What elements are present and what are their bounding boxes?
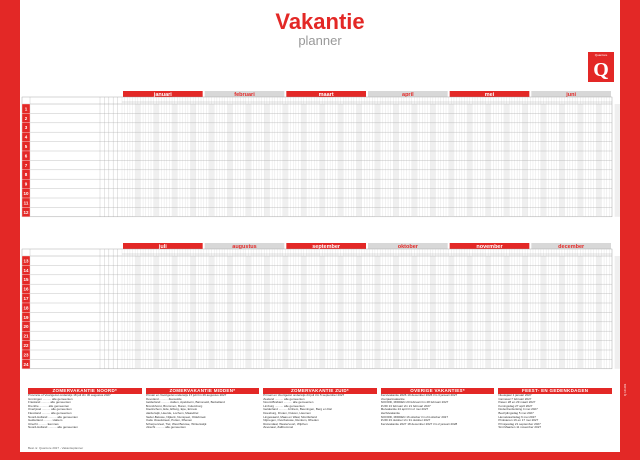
row-number: 1 xyxy=(24,106,28,112)
info-line: Noord-Holland .......... alle gemeenten xyxy=(28,426,78,430)
row-number: 9 xyxy=(24,181,28,187)
info-box-title: OVERIGE VAKANTIES* xyxy=(381,388,495,394)
row-number: 4 xyxy=(24,134,28,140)
row-number: 17 xyxy=(23,295,29,301)
info-line: Neder-Betuwe, Nijkerk, Nunspeet, Oldebroek xyxy=(145,415,206,419)
info-line: Utrecht .......... alle gemeenten xyxy=(145,426,186,430)
info-line: Gelderland .......... Aalten, Apeldoorn, Barneveld, Berkelland xyxy=(145,401,225,405)
month-label: februari xyxy=(234,91,255,98)
info-line: Dodenherdenking 4 mei 2027 xyxy=(498,408,538,412)
info-line: Nieuwjaar 1 januari 2027 xyxy=(498,394,532,397)
row-number: 22 xyxy=(23,342,29,348)
row-number: 11 xyxy=(23,200,29,206)
month-label: januari xyxy=(153,91,172,98)
info-line: Zeeland .......... alle gemeenten xyxy=(263,397,305,401)
row-number: 15 xyxy=(23,277,29,283)
side-code: Q 10 201 xyxy=(623,383,627,396)
info-line: Meivakantie 24 april t/m 2 mei 2027 xyxy=(380,408,429,412)
row-number: 6 xyxy=(24,153,28,159)
info-line: Friesland .......... alle gemeenten xyxy=(28,401,71,405)
info-line: Pinksteren 16 en 17 mei 2027 xyxy=(498,419,539,423)
info-line: Provincie of Voortgezet onderwijs 18 juli t/m 30 augustus 2027 xyxy=(28,394,111,397)
month-label: september xyxy=(312,243,341,250)
info-line: Primair en Voortgezet onderwijs 24 juli t/m 5 september 2027 xyxy=(263,394,345,397)
info-line: Gelderland .......... Hattem xyxy=(28,419,63,423)
info-line: ZUID 13 februari t/m 21 februari 2027 xyxy=(380,404,431,408)
info-box xyxy=(381,388,495,444)
info-line: Herfstvakantie xyxy=(380,411,400,415)
info-line: Hemelvaartsdag 6 mei 2027 xyxy=(498,415,536,419)
page-subtitle: planner xyxy=(298,33,342,48)
calendar-top xyxy=(22,91,620,217)
info-line: Drenthe .......... alle gemeenten xyxy=(28,404,70,408)
month-label: maart xyxy=(318,91,334,98)
row-number: 24 xyxy=(23,361,29,367)
info-box xyxy=(146,388,260,444)
info-line: Nijmegen, Overbetuwe, Renkum, Rheden xyxy=(263,419,319,423)
info-line: Carnaval 7 februari 2027 xyxy=(498,397,532,401)
info-line: Pasen 28 en 29 maart 2027 xyxy=(498,401,536,405)
row-number: 7 xyxy=(24,162,28,168)
info-line: Noord-Holland .......... alle gemeenten xyxy=(28,415,78,419)
info-line: Utrecht .......... Eemnes xyxy=(28,422,59,426)
info-line: Harderwijk, Heerde, Lochem, Maasdriel xyxy=(145,411,199,415)
info-line: Overijssel .......... alle gemeenten xyxy=(28,408,72,412)
month-label: mei xyxy=(484,91,495,98)
month-label: oktober xyxy=(397,243,418,250)
info-line: Primair en Voortgezet onderwijs 17 juli t/m 29 augustus 2027 xyxy=(145,394,227,397)
info-line: Sint Maarten 11 november 2027 xyxy=(498,426,542,430)
row-number: 13 xyxy=(23,258,29,264)
info-line: Noord-Brabant .......... alle gemeenten xyxy=(263,401,314,405)
row-number: 10 xyxy=(23,190,29,196)
row-number: 8 xyxy=(24,172,28,178)
info-box xyxy=(498,388,612,444)
row-number: 23 xyxy=(23,352,29,358)
info-box-title: ZOMERVAKANTIE MIDDEN* xyxy=(146,388,260,394)
footer-text: Best.nr. Quantore 2027 - Vakantieplanner xyxy=(28,446,84,450)
row-number: 14 xyxy=(23,267,29,273)
page-title: Vakantie xyxy=(275,9,365,34)
info-line: NOORD, MIDDEN 16 oktober t/m 24 oktober 2027 xyxy=(380,415,448,419)
row-number: 5 xyxy=(24,143,28,149)
month-label: juli xyxy=(158,243,167,250)
info-line: NOORD, MIDDEN 20 februari t/m 28 februari 2027 xyxy=(380,401,449,405)
info-line: Flevoland .......... alle gemeenten xyxy=(28,411,72,415)
row-number: 2 xyxy=(24,115,28,121)
row-number: 19 xyxy=(23,314,29,320)
month-label: november xyxy=(476,243,503,250)
info-line: Zevenaar, Zaltbommel xyxy=(263,426,294,430)
row-number: 12 xyxy=(23,209,29,215)
info-box-title: FEEST- EN GEDENKDAGEN xyxy=(498,388,612,394)
info-line: Groningen .......... alle gemeenten xyxy=(28,397,73,401)
month-label: december xyxy=(558,243,585,250)
info-line: Doesburg, Druten, Duiven, Heumen xyxy=(263,411,311,415)
info-line: Gelderland .......... Arnhem, Beuningen, Berg en Dal xyxy=(263,408,332,412)
info-box xyxy=(28,388,142,444)
info-line: Flevoland .......... Zeewolde xyxy=(145,397,182,401)
row-number: 16 xyxy=(23,286,29,292)
info-line: ZUID 23 oktober t/m 31 oktober 2027 xyxy=(380,419,431,423)
info-box-title: ZOMERVAKANTIE NOORD* xyxy=(28,388,142,394)
info-line: Prinsjesdag 21 september 2027 xyxy=(498,422,541,426)
info-line: Lingewaard, Maas en Waal, Montferland xyxy=(263,415,317,419)
info-line: Doetinchem, Ede, Elburg, Epe, Ermelo xyxy=(145,408,198,412)
info-line: Oude IJsselstreek, Putten, Rhenen xyxy=(145,419,193,423)
info-line: Bronckhorst, Brummen, Buren, Culemborg xyxy=(145,404,203,408)
row-number: 21 xyxy=(23,333,29,339)
info-line: Koningsdag 27 april 2027 xyxy=(498,404,533,408)
month-label: april xyxy=(402,91,414,98)
month-label: juni xyxy=(566,91,577,98)
brand-logo-letter: Q xyxy=(593,59,609,81)
month-label: augustus xyxy=(232,243,257,250)
info-line: Voorjaarsvakantie xyxy=(380,397,405,401)
info-box xyxy=(263,388,377,444)
calendar-bottom xyxy=(22,243,620,369)
row-number: 18 xyxy=(23,305,29,311)
row-number: 3 xyxy=(24,125,28,131)
info-line: Kerstvakantie 2027 18 december 2027 t/m 2 januari 2028 xyxy=(380,422,458,426)
row-number: 20 xyxy=(23,324,29,330)
info-line: Bevrijdingsdag 5 mei 2027 xyxy=(498,411,534,415)
info-line: Rozendaal, Westervoort, Wijchen xyxy=(263,422,308,426)
info-line: Limburg .......... alle gemeenten xyxy=(263,404,305,408)
info-box-title: ZOMERVAKANTIE ZUID* xyxy=(263,388,377,394)
brand-logo-text: Quantore xyxy=(594,53,608,57)
info-line: Scherpenzeel, Tiel, West Betuwe, Winterswijk xyxy=(145,422,207,426)
info-line: Kerstvakantie 2026 19 december 2026 t/m 3 januari 2027 xyxy=(380,394,458,397)
